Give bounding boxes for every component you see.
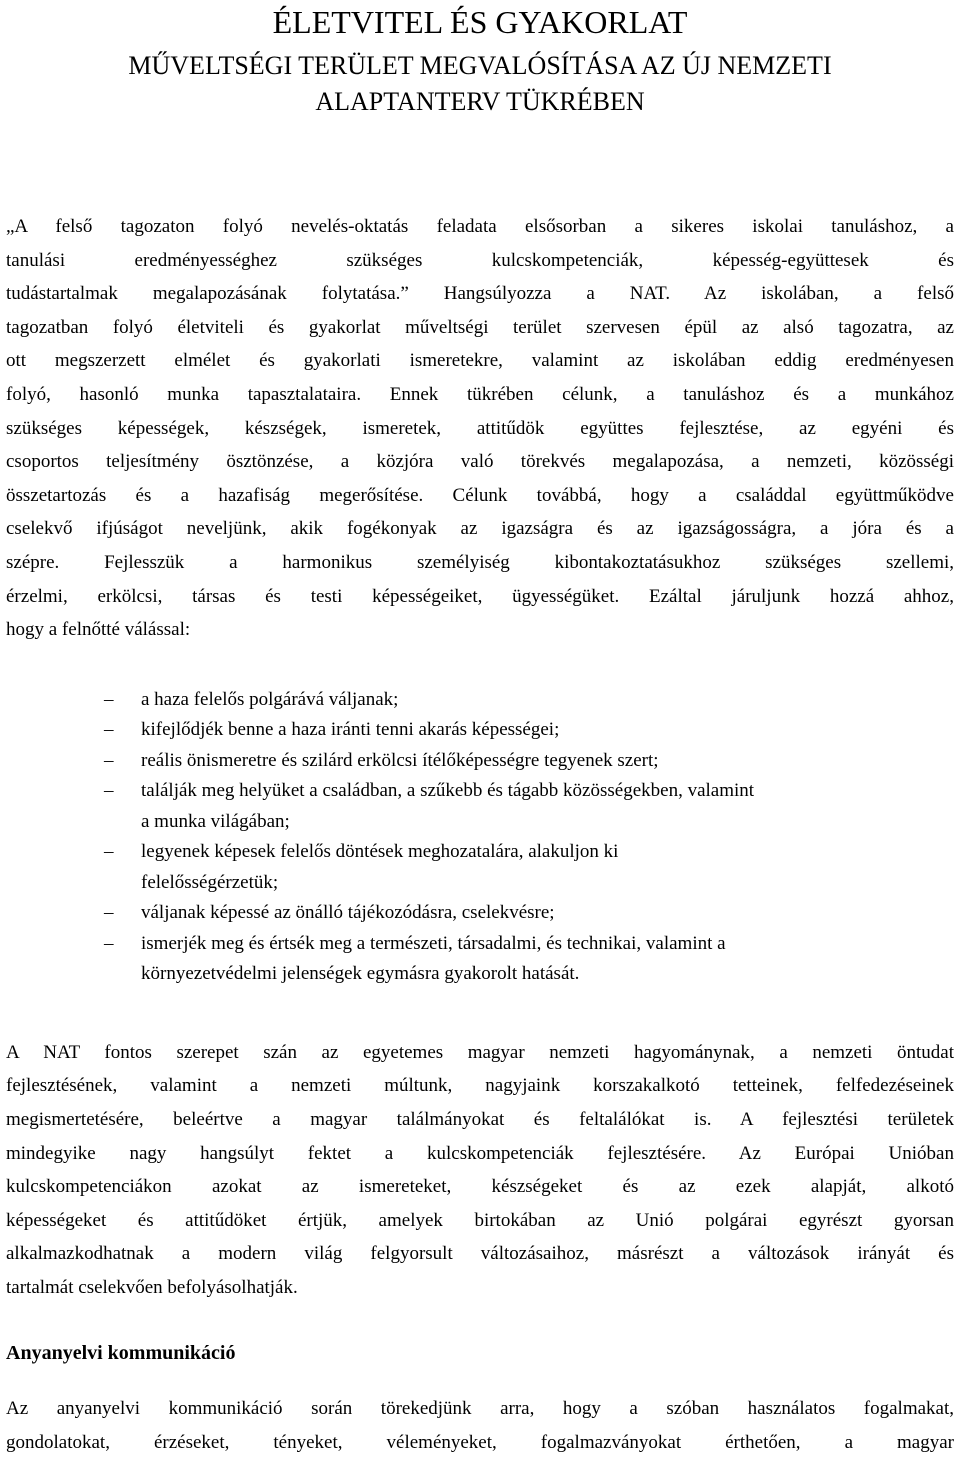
dash-bullet: – xyxy=(104,841,114,863)
goal-text-line: felelősségérzetük; xyxy=(141,871,279,893)
paragraph-line: tanulási eredményességhez szükséges kulcskompetenciák, képesség-együttesek és xyxy=(6,249,954,271)
paragraph-line: szépre. Fejlesszük a harmonikus személyiség kibontakoztatásukhoz szükséges szellemi, xyxy=(6,551,954,573)
paragraph-line: cselekvő ifjúságot neveljünk, akik fogékonyak az igazságra és az igazságosságra, a jóra és a xyxy=(6,518,954,540)
goals-list xyxy=(6,685,954,990)
subtitle-line: MŰVELTSÉGI TERÜLET MEGVALÓSÍTÁSA AZ ÚJ NEMZETI xyxy=(128,51,832,80)
dash-bullet: – xyxy=(104,749,114,771)
dash-bullet: – xyxy=(104,688,114,710)
paragraph-line: szükséges képességek, készségek, ismeretek, attitűdök együttes fejlesztése, az egyéni és xyxy=(6,417,954,439)
document-page xyxy=(6,0,954,1460)
paragraph-line: folyó, hasonló munka tapasztalataira. Ennek tükrében célunk, a tanuláshoz és a munkához xyxy=(6,383,954,405)
goal-item xyxy=(6,776,954,837)
dash-bullet: – xyxy=(104,719,114,741)
document-subtitle xyxy=(6,48,954,120)
goal-item xyxy=(6,685,954,716)
paragraph-line: tagozatban folyó életviteli és gyakorlat műveltségi terület szervesen épül az alsó tagozatra, az xyxy=(6,316,954,338)
goal-text-line: legyenek képesek felelős döntések meghozatalára, alakuljon ki xyxy=(141,841,619,863)
goal-text-line: környezetvédelmi jelenségek egymásra gyakorolt hatását. xyxy=(141,963,580,985)
paragraph-line: Az anyanyelvi kommunikáció során törekedjünk arra, hogy a szóban használatos fogalmakat, xyxy=(6,1398,954,1420)
paragraph-line: tudástartalmak megalapozásának folytatása.” Hangsúlyozza a NAT. Az iskolában, a felső xyxy=(6,283,954,305)
goal-text-line: reális önismeretre és szilárd erkölcsi ítélőképességre tegyenek szert; xyxy=(141,749,659,771)
paragraph-line: mindegyike nagy hangsúlyt fektet a kulcskompetenciák fejlesztésére. Az Európai Unióban xyxy=(6,1142,954,1164)
paragraph-line: ott megszerzett elmélet és gyakorlati ismeretekre, valamint az iskolában eddig eredményesen xyxy=(6,350,954,372)
goal-item xyxy=(6,837,954,898)
paragraph-line: összetartozás és a hazafiság megerősítése. Célunk továbbá, hogy a családdal együttműködve xyxy=(6,484,954,506)
goal-text-line: ismerjék meg és értsék meg a természeti, társadalmi, és technikai, valamint a xyxy=(141,932,726,954)
paragraph-line: gondolatokat, érzéseket, tényeket, véleményeket, fogalmazványokat érthetően, a magyar xyxy=(6,1432,954,1454)
section-heading: Anyanyelvi kommunikáció xyxy=(6,1342,236,1365)
dash-bullet: – xyxy=(104,932,114,954)
paragraph-line: érzelmi, erkölcsi, társas és testi képességeiket, ügyességüket. Ezáltal járuljunk hozzá ahhoz, xyxy=(6,585,954,607)
goal-item xyxy=(6,929,954,990)
goal-text-line: kifejlődjék benne a haza iránti tenni akarás képességei; xyxy=(141,719,560,741)
goal-text-line: váljanak képessé az önálló tájékozódásra, cselekvésre; xyxy=(141,902,555,924)
paragraph-line: „A felső tagozaton folyó nevelés-oktatás feladata elsősorban a sikeres iskolai tanuláshoz, a xyxy=(6,216,954,237)
intro-paragraph xyxy=(6,210,954,647)
goal-item xyxy=(6,715,954,746)
paragraph-line: csoportos teljesítmény ösztönzése, a közjóra való törekvés megalapozása, a nemzeti, közösségi xyxy=(6,451,954,473)
paragraph-line: tartalmát cselekvően befolyásolhatják. xyxy=(6,1276,298,1298)
paragraph-line: megismertetésére, beleértve a magyar találmányokat és feltalálókat is. A fejlesztési területek xyxy=(6,1108,954,1130)
goal-item xyxy=(6,746,954,777)
paragraph-line: A NAT fontos szerepet szán az egyetemes magyar nemzeti hagyománynak, a nemzeti öntudat xyxy=(6,1041,954,1063)
document-title: ÉLETVITEL ÉS GYAKORLAT xyxy=(272,4,688,40)
paragraph-line: kulcskompetenciákon azokat az ismereteket, készségeket és az ezek alapját, alkotó xyxy=(6,1176,954,1198)
dash-bullet: – xyxy=(104,902,114,924)
paragraph-line: alkalmazkodhatnak a modern világ felgyorsult változásaihoz, másrészt a változások irányát és xyxy=(6,1243,954,1265)
goal-text-line: a munka világában; xyxy=(141,810,290,832)
goal-item xyxy=(6,898,954,929)
paragraph-line: hogy a felnőtté válással: xyxy=(6,619,191,641)
dash-bullet: – xyxy=(104,780,114,802)
subtitle-line: ALAPTANTERV TÜKRÉBEN xyxy=(315,87,645,116)
nat-paragraph xyxy=(6,1036,954,1305)
anyanyelvi-paragraph xyxy=(6,1392,954,1459)
paragraph-line: képességeket és attitűdöket értjük, amelyek birtokában az Unió polgárai egyrészt gyorsan xyxy=(6,1209,954,1231)
goal-text-line: a haza felelős polgárává váljanak; xyxy=(141,688,399,710)
goal-text-line: találják meg helyüket a családban, a szűkebb és tágabb közösségekben, valamint xyxy=(141,780,755,802)
paragraph-line: fejlesztésének, valamint a nemzeti múltunk, nagyjaink korszakalkotó tetteinek, felfedezéseinek xyxy=(6,1075,954,1097)
